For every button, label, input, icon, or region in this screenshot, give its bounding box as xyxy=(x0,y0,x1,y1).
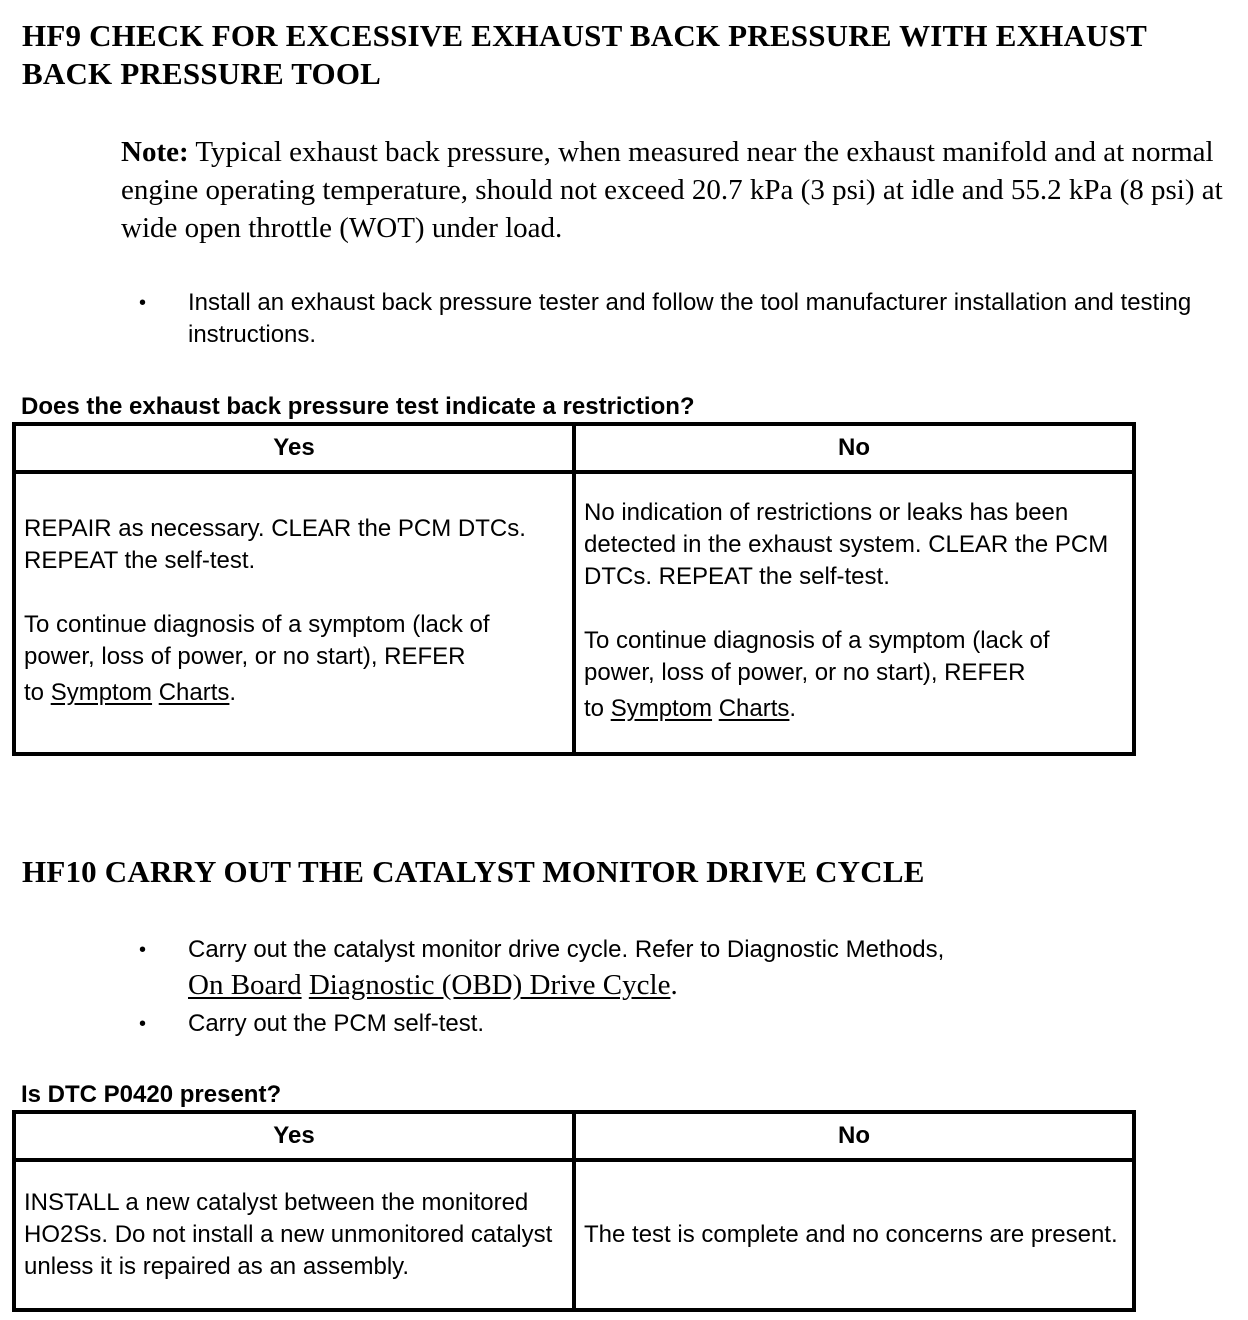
list-item-text: Carry out the PCM self-test. xyxy=(188,1010,485,1037)
no-continue-text: To continue diagnosis of a symptom (lack of power, loss of power, or no start), REFER xyxy=(584,627,1050,686)
no-column-header: No xyxy=(574,1112,1134,1160)
hf9-note xyxy=(121,133,1231,247)
yes-column-header: Yes xyxy=(14,1112,574,1160)
list-item-text: Carry out the catalyst monitor drive cycle. Refer to Diagnostic Methods, xyxy=(188,936,945,963)
bullet-icon: • xyxy=(139,292,147,314)
hf9-decision-table xyxy=(12,422,1136,756)
hf9-instruction-list xyxy=(0,287,1218,351)
hf10-question: Is DTC P0420 present? xyxy=(21,1081,282,1108)
symptom-link[interactable]: Symptom xyxy=(610,695,713,722)
hf9-heading: HF9 CHECK FOR EXCESSIVE EXHAUST BACK PRESSURE WITH EXHAUST BACK PRESSURE TOOL xyxy=(22,18,1147,91)
no-cell xyxy=(574,472,1134,754)
list-item xyxy=(0,1008,1218,1040)
yes-action-text: INSTALL a new catalyst between the monitored HO2Ss. Do not install a new unmonitored catalyst unless it is repaired as an assembly. xyxy=(24,1189,553,1280)
hf10-decision-table xyxy=(12,1110,1136,1312)
note-label: Note: xyxy=(121,136,189,168)
bullet-icon: • xyxy=(139,939,147,961)
charts-link[interactable]: Charts xyxy=(158,679,230,706)
note-text: Typical exhaust back pressure, when measured near the exhaust manifold and at normal engine operating temperature, should not exceed 20.7 kPa (3 psi) at idle and 55.2 kPa (8 psi) at wide open throttle (WOT) under load. xyxy=(121,136,1223,244)
yes-column-header: Yes xyxy=(14,424,574,472)
ref-suffix: . xyxy=(789,695,797,722)
symptom-link[interactable]: Symptom xyxy=(50,679,153,706)
table-row xyxy=(14,1160,1134,1310)
list-item-text: Install an exhaust back pressure tester and follow the tool manufacturer installation and testing instructions. xyxy=(188,289,1192,348)
yes-continue-text: To continue diagnosis of a symptom (lack of power, loss of power, or no start), REFER xyxy=(24,611,490,670)
bullet-icon: • xyxy=(139,1013,147,1035)
list-item xyxy=(0,934,1218,1004)
no-result-text: No indication of restrictions or leaks has been detected in the exhaust system. CLEAR the PCM DTCs. REPEAT the self-test. xyxy=(584,499,1109,590)
charts-link[interactable]: Charts xyxy=(718,695,790,722)
no-result-text: The test is complete and no concerns are present. xyxy=(584,1221,1118,1248)
ref-prefix: to xyxy=(584,695,611,722)
list-item xyxy=(0,287,1218,351)
hf10-instruction-list xyxy=(0,934,1218,1040)
link-suffix: . xyxy=(670,969,678,1001)
yes-action-text: REPAIR as necessary. CLEAR the PCM DTCs. REPEAT the self-test. xyxy=(24,515,526,574)
hf9-question: Does the exhaust back pressure test indicate a restriction? xyxy=(21,393,695,420)
ref-prefix: to xyxy=(24,679,51,706)
no-cell xyxy=(574,1160,1134,1310)
yes-cell xyxy=(14,1160,574,1310)
ref-suffix: . xyxy=(229,679,237,706)
table-row xyxy=(14,472,1134,754)
yes-cell xyxy=(14,472,574,754)
obd-drive-cycle-link[interactable]: Diagnostic (OBD) Drive Cycle xyxy=(308,969,671,1001)
no-column-header: No xyxy=(574,424,1134,472)
hf10-heading: HF10 CARRY OUT THE CATALYST MONITOR DRIVE CYCLE xyxy=(22,854,925,889)
on-board-link[interactable]: On Board xyxy=(188,969,302,1001)
